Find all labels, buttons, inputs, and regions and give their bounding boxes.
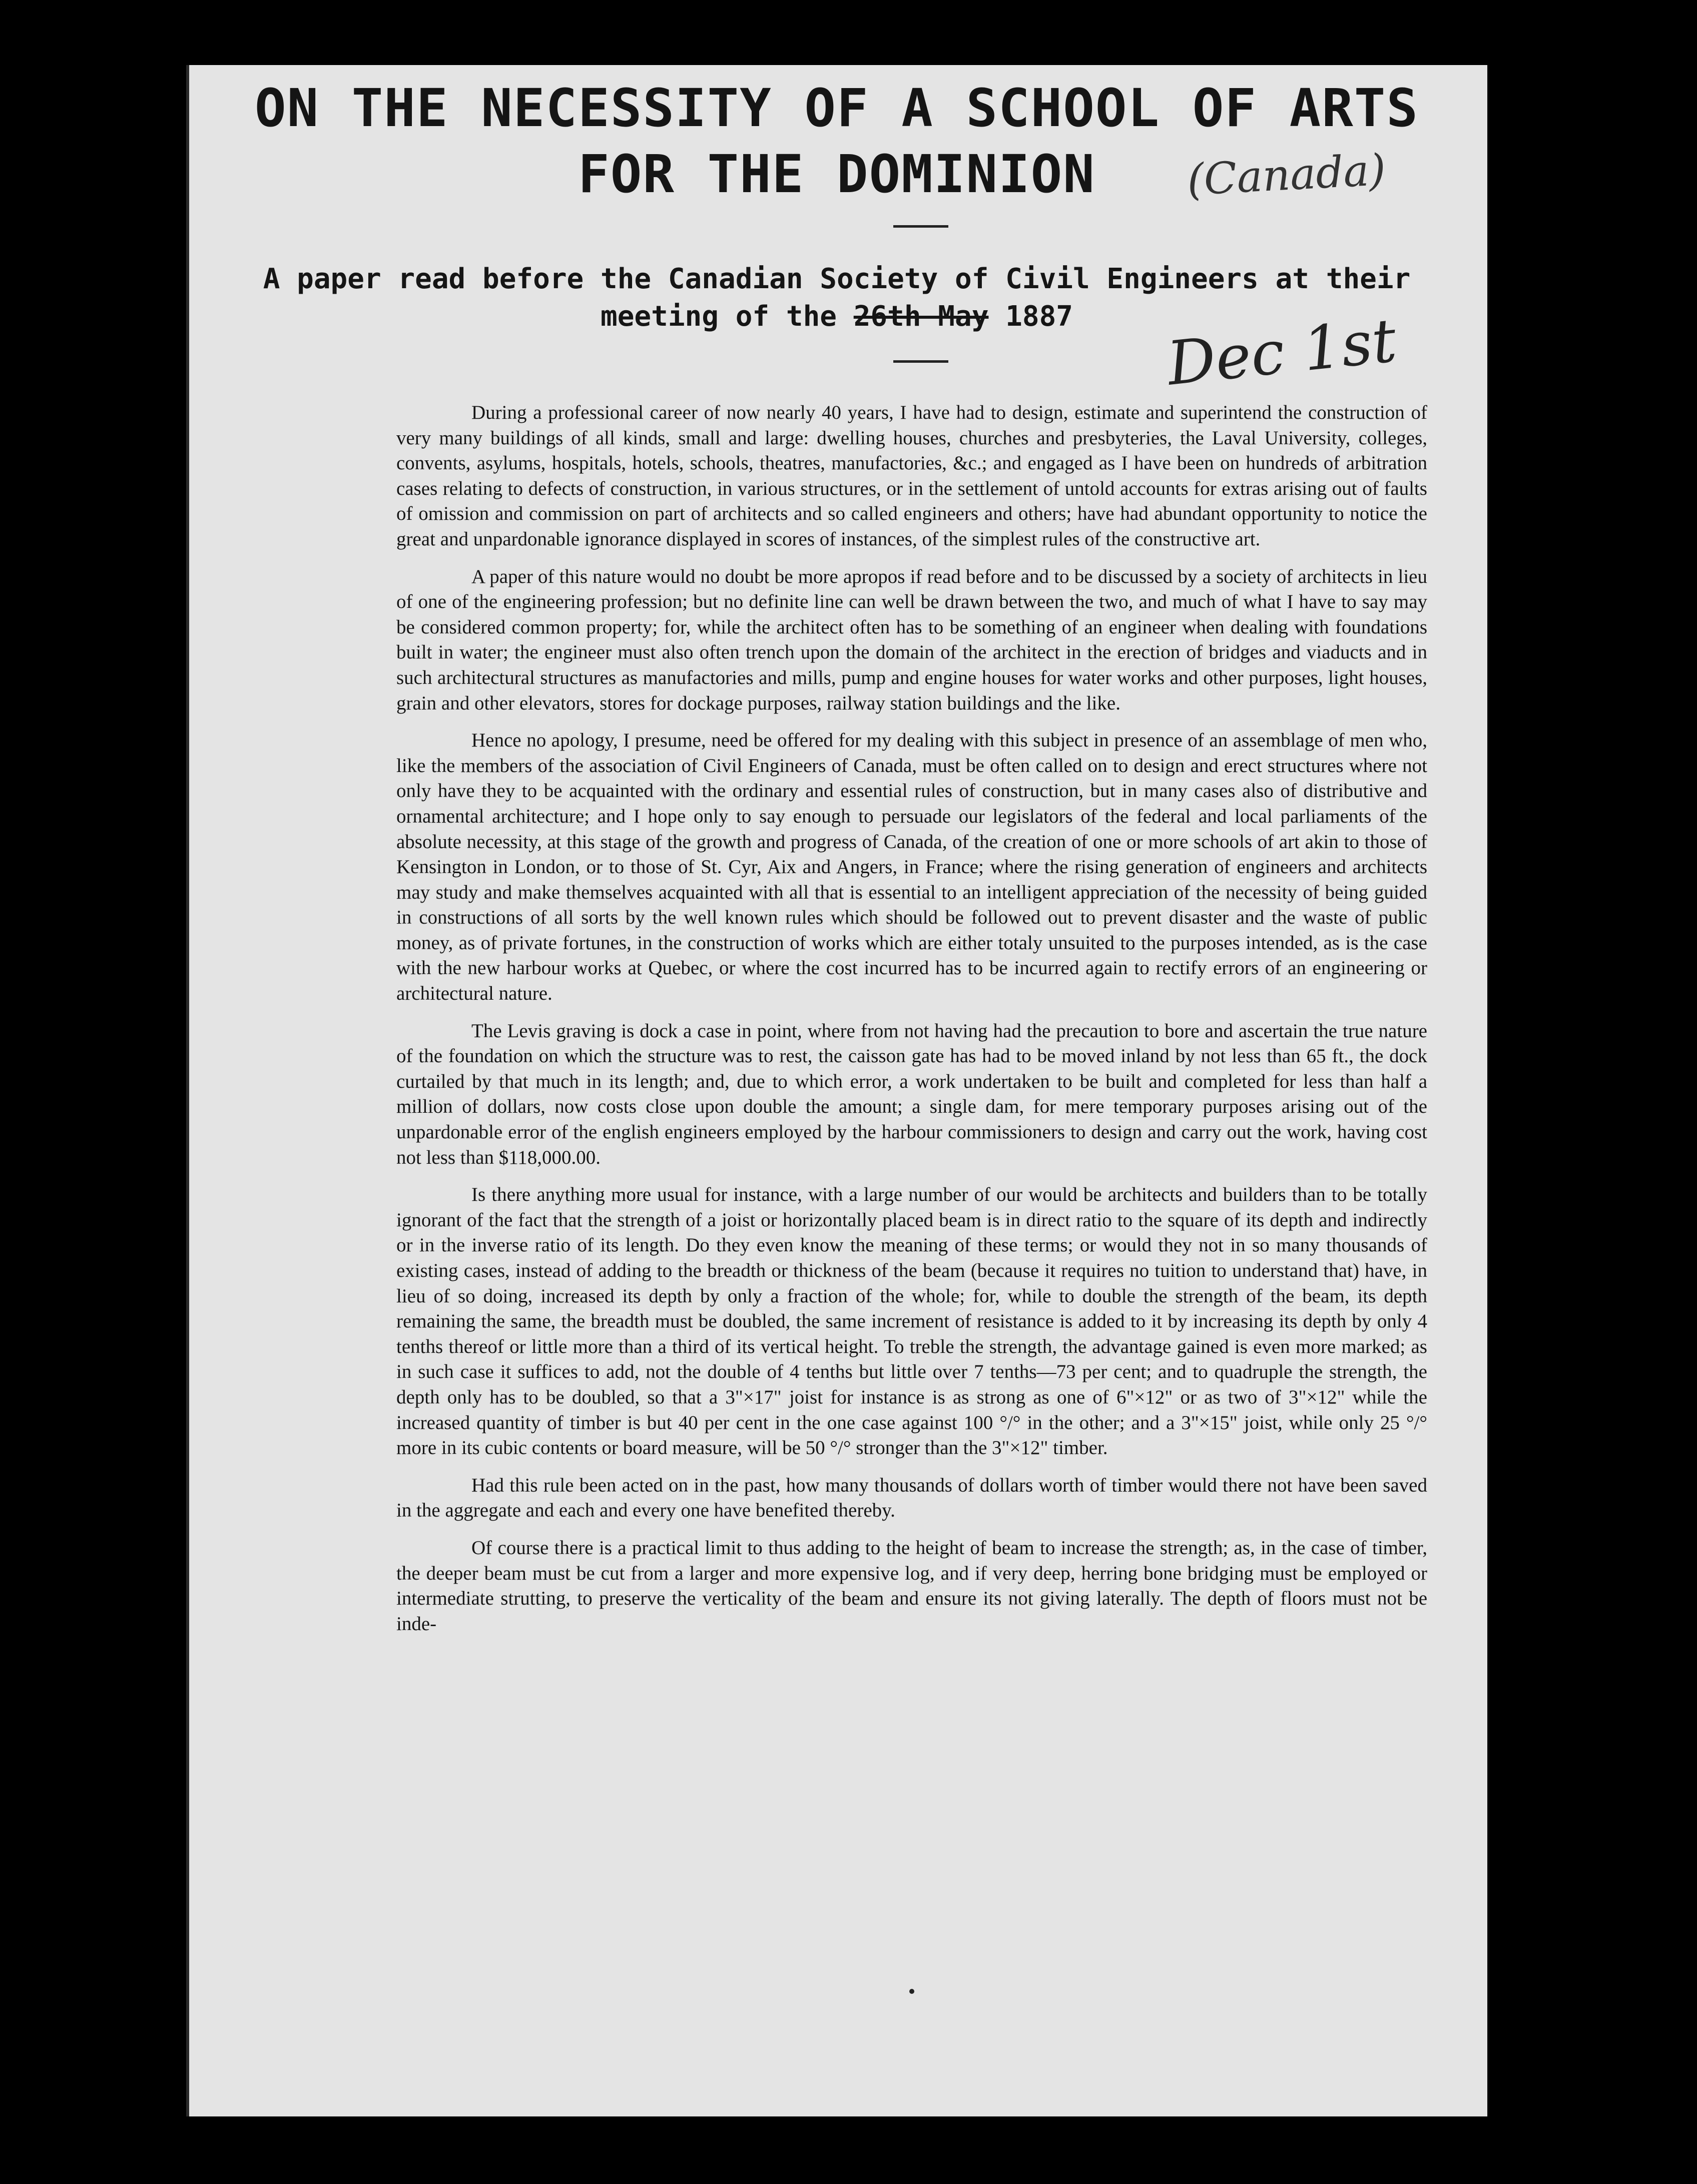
paragraph: Of course there is a practical limit to thus adding to the height of beam to increase the strength; as, in the case of timber, the deeper beam must be cut from a larger and more expensive log, and if very deep, herring bone bridging must be employed or intermediate strutting, to preserve the verticality of the beam and ensure its not giving laterally. The depth of floors must not be inde- <box>396 1537 1427 1635</box>
handwritten-annotation-canada: (Canada) <box>1186 145 1387 206</box>
ink-speck <box>909 1989 914 1994</box>
subtitle-line-1: A paper read before the Canadian Society of Civil Engineers at their <box>263 263 1411 295</box>
title-line-1: ON THE NECESSITY OF A SCHOOL OF ARTS <box>254 78 1419 139</box>
struck-date: 26th May <box>853 300 989 333</box>
title-line-2: FOR THE DOMINION <box>578 144 1095 205</box>
body-text <box>396 400 1427 1649</box>
handwritten-date: Dec 1st <box>1164 306 1400 399</box>
separator-dash-top <box>893 225 948 228</box>
paragraph: Hence no apology, I presume, need be offered for my dealing with this subject in presence of an assemblage of men who, like the members of the association of Civil Engineers of Canada, must be often called on to design and erect structures where not only have they to be acquainted with the ordinary and essential rules of construction, but in many cases also of distributive and ornamental architecture; and I hope only to say enough to persuade our legislators of the federal and local parliaments of the absolute necessity, at this stage of the growth and progress of Canada, of the creation of one or more schools of art akin to those of Kensington in London, or to those of St. Cyr, Aix and Angers, in France; where the rising generation of engineers and architects may study and make themselves acquainted with all that is essential to an intelligent appreciation of the necessity of being guided in constructions of all sorts by the well known rules which should be followed out to prevent disaster and the waste of public money, as of private fortunes, in the construction of works which are either totaly unsuited to the purposes intended, as is the case with the new harbour works at Quebec, or where the cost incurred has to be incurred again to rectify errors of an engineering or architectural nature. <box>396 730 1427 1005</box>
paragraph: Had this rule been acted on in the past, how many thousands of dollars worth of timber would there not have been saved in the aggregate and each and every one have benefited thereby. <box>396 1474 1427 1522</box>
separator-dash-bottom <box>893 360 948 363</box>
subtitle-year: 1887 <box>988 300 1073 333</box>
paragraph: The Levis graving is dock a case in point, where from not having had the precaution to bore and ascertain the true nature of the foundation on which the structure was to rest, the caisson gate has had to be moved inland by not less than 65 ft., the dock curtailed by that much in its length; and, due to which error, a work undertaken to be built and completed for less than half a million of dollars, now costs close upon double the amount; a single dam, for mere temporary purposes arising out of the unpardonable error of the english engineers employed by the harbour commissioners to design and carry out the work, having cost not less than $118,000.00. <box>396 1020 1427 1168</box>
paragraph: During a professional career of now nearly 40 years, I have had to design, estimate and superintend the construction of very many buildings of all kinds, small and large: dwelling houses, churches and presbyteries, the Laval University, colleges, convents, asylums, hospitals, hotels, schools, theatres, manufactories, &c.; and engaged as I have been on hundreds of arbitration cases relating to defects of construction, in various structures, or in the settlement of untold accounts for extras arising out of faults of omission and commission on part of architects and so called engineers and others; have had abundant opportunity to notice the great and unpardonable ignorance displayed in scores of instances, of the simplest rules of the constructive art. <box>396 402 1427 550</box>
paragraph: Is there anything more usual for instance, with a large number of our would be architects and builders than to be totally ignorant of the fact that the strength of a joist or horizontally placed beam is in direct ratio to the square of its depth and indirectly or in the inverse ratio of its length. Do they even know the meaning of these terms; or would they not in so many thousands of existing cases, instead of adding to the breadth or thickness of the beam (because it requires no tuition to understand that) have, in lieu of so doing, increased its depth by only a fraction of the whole; for, while to double the strength of the beam, its depth remaining the same, the breadth must be doubled, the same increment of resistance is added to it by increasing its depth by only 4 tenths thereof or little more than a third of its vertical height. To treble the strength, the advantage gained is even more marked; as in such case it suffices to add, not the double of 4 tenths but little over 7 tenths—73 per cent; and to quadruple the strength, the depth only has to be doubled, so that a 3"×17" joist for instance is as strong as one of 6"×12" or as two of 3"×12" while the increased quantity of timber is but 40 per cent in the one case against 100 °/° in the other; and a 3"×15" joist, while only 25 °/° more in its cubic contents or board measure, will be 50 °/° stronger than the 3"×12" timber. <box>396 1184 1427 1459</box>
page-edge-rule <box>186 65 189 2116</box>
subtitle-prefix: meeting of the <box>600 300 854 333</box>
scanned-page <box>186 65 1487 2116</box>
paragraph: A paper of this nature would no doubt be more apropos if read before and to be discussed by a society of architects in lieu of one of the engineering profession; but no definite line can well be drawn between the two, and much of what I have to say may be considered common property; for, while the architect often has to be something of an engineer when dealing with foundations built in water; the engineer must also often trench upon the domain of the architect in the erection of bridges and viaducts and in such architectural structures as manufactories and mills, pump and engine houses for water works and other purposes, light houses, grain and other elevators, stores for dockage purposes, railway station buildings and the like. <box>396 565 1427 714</box>
